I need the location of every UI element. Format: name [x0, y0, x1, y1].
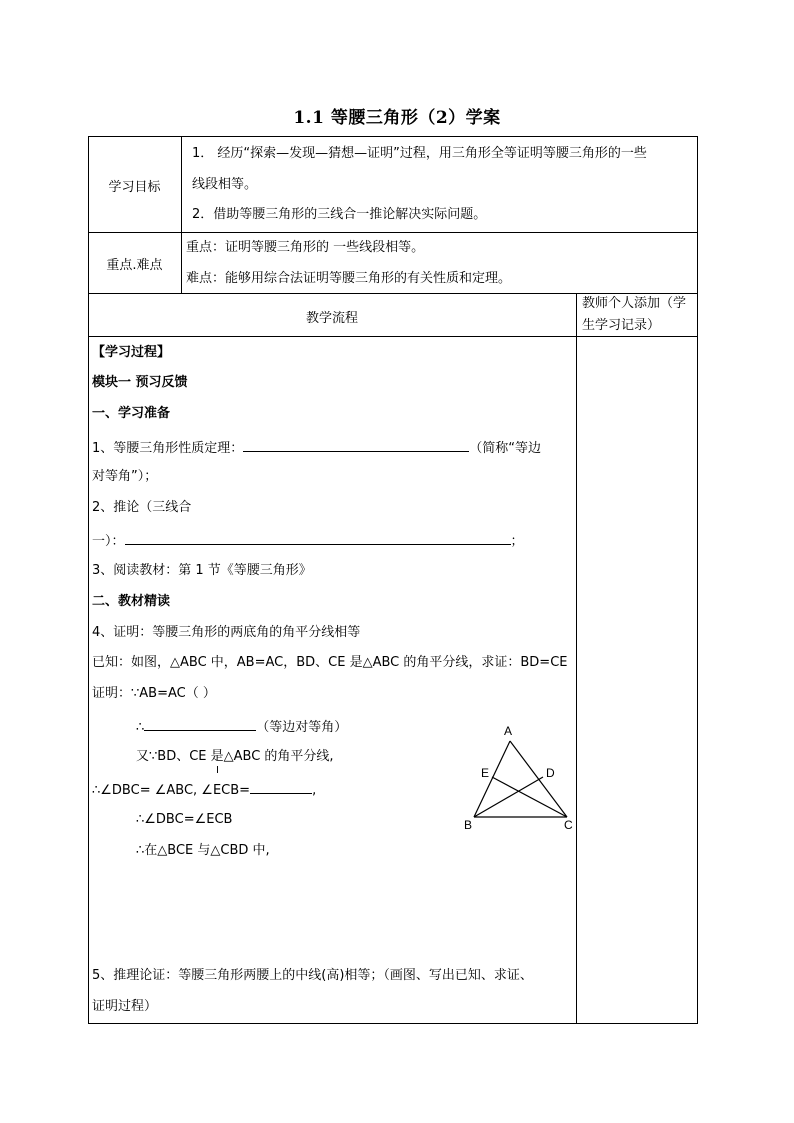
bisector-bd	[474, 777, 543, 817]
question-5: 5、推理论证：等腰三角形两腰上的中线(高)相等；（画图、写出已知、求证、	[92, 968, 533, 983]
point-e-label: E	[481, 766, 490, 780]
question-2-end: ；	[510, 534, 524, 549]
notes-header-line2: 生学习记录）	[582, 318, 661, 333]
objective-1-cont: 线段相等。	[192, 177, 258, 192]
keypoints-label: 重点.难点	[106, 258, 163, 273]
bisector-ce	[492, 777, 567, 817]
triangle-figure	[462, 719, 582, 834]
vertex-a-label: A	[504, 724, 513, 738]
question-1-note: （简称“等边	[469, 441, 542, 456]
answer-blank[interactable]	[250, 780, 312, 794]
question-2-cont	[92, 531, 524, 550]
flow-header: 教学流程	[305, 311, 358, 326]
side-ab	[474, 741, 510, 817]
table-border-bottom	[88, 1023, 698, 1024]
notes-header-line1: 教师个人添加（学	[582, 296, 687, 311]
proof-start: 证明：∵AB=AC（ ）	[92, 686, 216, 701]
proof-step-1-reason: （等边对等角）	[256, 720, 348, 735]
answer-blank[interactable]	[243, 438, 469, 452]
question-4: 4、证明：等腰三角形的两底角的角平分线相等	[92, 625, 361, 640]
fraction-marker: I	[216, 765, 219, 776]
section-heading: 一、学习准备	[92, 406, 171, 421]
worksheet-table	[88, 136, 698, 1024]
question-5-cont: 证明过程）	[92, 999, 158, 1014]
proof-step-2: 又∵BD、CE 是△ABC 的角平分线,	[136, 749, 334, 764]
process-heading: 【学习过程】	[92, 345, 171, 360]
table-row-divider	[88, 232, 698, 233]
given-statement: 已知：如图，△ABC 中，AB=AC，BD、CE 是△ABC 的角平分线，求证：BD=CE	[92, 655, 568, 670]
table-border-right	[697, 136, 698, 1024]
question-2-text: 一）：	[92, 534, 125, 549]
answer-blank[interactable]	[125, 531, 511, 545]
table-row-divider	[88, 336, 698, 337]
table-label-divider	[181, 136, 182, 293]
page-title: 1.1 等腰三角形（2）学案	[293, 108, 501, 128]
section-heading: 二、教材精读	[92, 594, 171, 609]
vertex-c-label: C	[564, 818, 573, 832]
question-1-text: 1、等腰三角形性质定理：	[92, 441, 244, 456]
question-1	[92, 438, 541, 457]
objective-1: 1． 经历“探索—发现—猜想—证明”过程，用三角形全等证明等腰三角形的一些	[192, 146, 647, 161]
key-point: 重点：证明等腰三角形的 一些线段相等。	[186, 240, 425, 255]
proof-step-1	[136, 717, 347, 736]
difficult-point: 难点：能够用综合法证明等腰三角形的有关性质和定理。	[186, 271, 512, 286]
question-3: 3、阅读教材：第 1 节《等腰三角形》	[92, 563, 312, 578]
question-1-cont: 对等角”）；	[92, 469, 158, 484]
point-d-label: D	[546, 766, 555, 780]
proof-step-3	[92, 780, 316, 799]
proof-step-4: ∴∠DBC=∠ECB	[136, 812, 233, 827]
angle-relation: ∴∠DBC= ∠ABC, ∠ECB=	[92, 783, 251, 798]
module-heading: 模块一 预习反馈	[92, 375, 188, 390]
answer-blank[interactable]	[144, 717, 256, 731]
table-border-top	[88, 136, 698, 137]
angle-relation-end: ,	[312, 783, 317, 798]
vertex-b-label: B	[464, 818, 473, 832]
question-2: 2、推论（三线合	[92, 500, 192, 515]
therefore-symbol: ∴	[136, 720, 145, 735]
table-notes-divider	[576, 293, 577, 1024]
objective-2: 2．借助等腰三角形的三线合一推论解决实际问题。	[192, 207, 487, 222]
table-row-divider	[88, 293, 698, 294]
objectives-label: 学习目标	[108, 180, 161, 195]
proof-step-5: ∴在△BCE 与△CBD 中,	[136, 843, 270, 858]
